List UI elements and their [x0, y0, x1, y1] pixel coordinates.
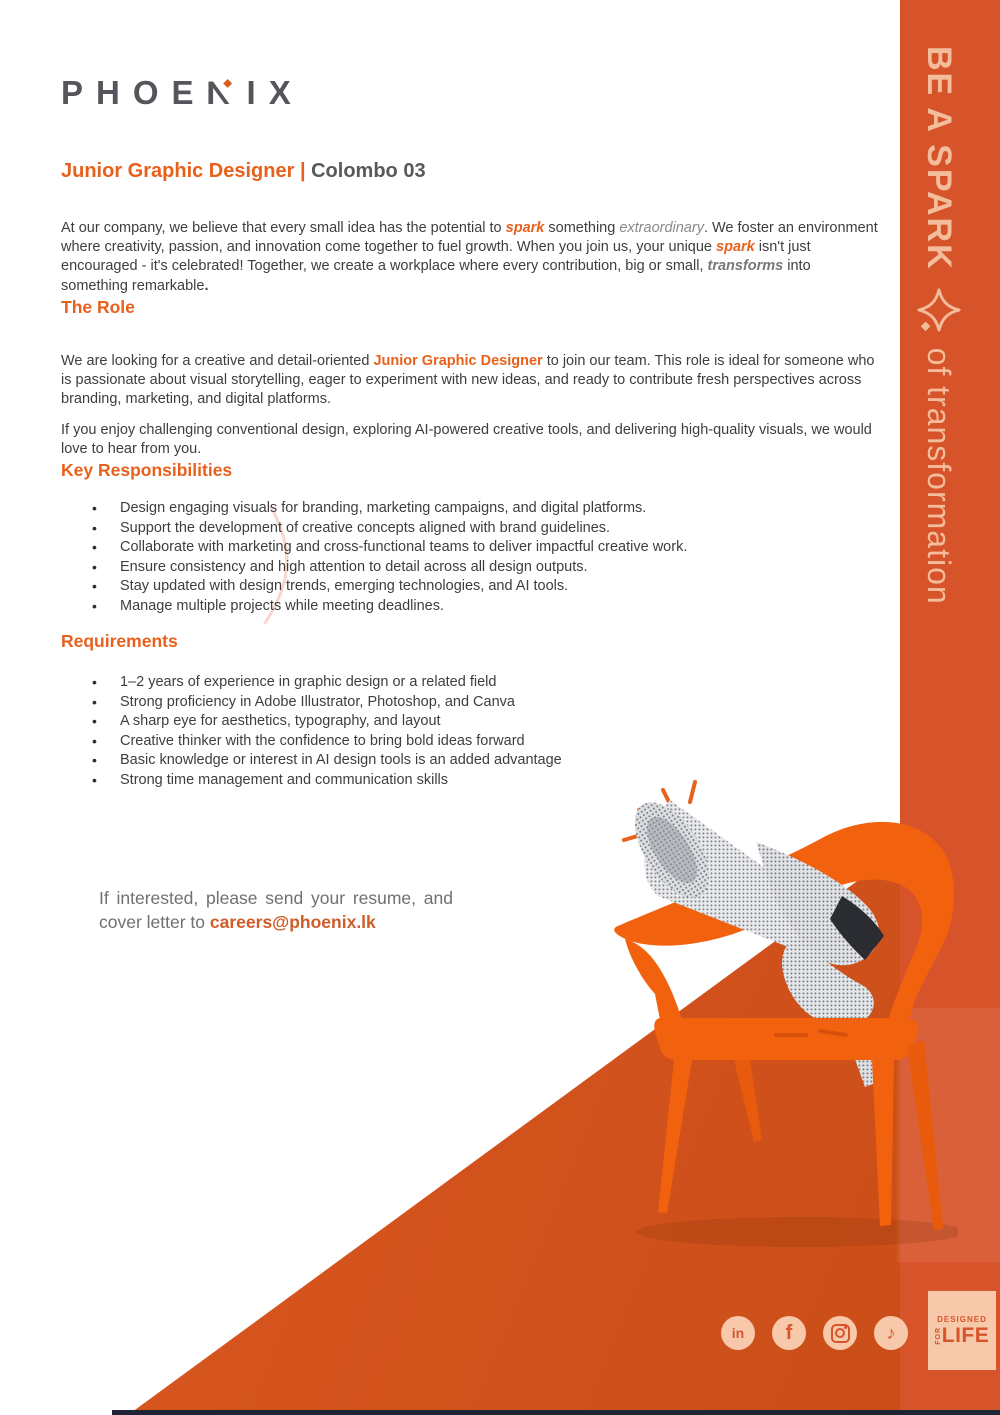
- sparkle-diamond-icon: [916, 287, 962, 333]
- logo-text-prefix: PHOE: [61, 74, 207, 111]
- text-segment: .: [204, 277, 209, 294]
- bullet-item: • Design engaging visuals for branding, marketing campaigns, and digital platforms.: [61, 499, 871, 519]
- instagram-icon[interactable]: [823, 1316, 857, 1350]
- role-paragraph-1: [61, 352, 879, 410]
- slogan-be-a-spark: BE A SPARK: [920, 46, 958, 271]
- slogan-of-transformation: of transformation: [921, 347, 957, 605]
- text-segment: If interested, please send your resume, and cover letter to: [99, 887, 453, 932]
- text-segment: spark: [505, 219, 545, 236]
- diamond-icon: [223, 79, 232, 88]
- text-segment: At our company, we believe that every small idea has the potential to: [61, 219, 506, 236]
- text-segment: Colombo 03: [311, 160, 426, 182]
- chair-seat: [654, 1018, 918, 1060]
- phoenix-logo: [61, 76, 304, 109]
- badge-for: FOR: [934, 1326, 942, 1345]
- bullet-item: • Manage multiple projects while meeting deadlines.: [61, 597, 871, 617]
- page-title: [61, 160, 426, 183]
- text-segment: to join our team. This role is ideal for someone who is passionate about visual storytelling, eager to experiment with new ideas, and ready to contribute fresh perspectives across branding, marketing, and digital platforms.: [61, 352, 875, 408]
- linkedin-glyph: in: [731, 1325, 745, 1341]
- text-segment: isn't just encouraged - it's celebrated! Together, we create a workplace where every contribution, big or small,: [61, 238, 811, 275]
- bullet-item: • A sharp eye for aesthetics, typography, and layout: [61, 712, 871, 732]
- bullet-item: • Ensure consistency and high attention to detail across all design outputs.: [61, 558, 871, 578]
- bullet-item: • Strong time management and communication skills: [61, 771, 871, 791]
- logo-text-suffix: IX: [246, 74, 304, 111]
- tiktok-icon[interactable]: [874, 1316, 908, 1350]
- key-responsibilities-list: [61, 499, 871, 616]
- facebook-glyph: f: [785, 1321, 793, 1344]
- role-paragraph-2: If you enjoy challenging conventional design, exploring AI-powered creative tools, and delivering high-quality visuals, we would love to hear from you.: [61, 421, 872, 457]
- intro-paragraph: [61, 219, 879, 297]
- bullet-item: • Collaborate with marketing and cross-functional teams to deliver impactful creative work.: [61, 538, 871, 558]
- section-heading-requirements: Requirements: [61, 631, 178, 651]
- text-segment: extraordinary: [619, 219, 704, 236]
- bullet-item: • Creative thinker with the confidence to bring bold ideas forward: [61, 732, 871, 752]
- chair-left-armrest: [625, 939, 685, 1030]
- email-link[interactable]: careers@phoenix.lk: [209, 912, 376, 932]
- bullet-item: • Support the development of creative concepts aligned with brand guidelines.: [61, 519, 871, 539]
- chair-legs: [658, 1040, 943, 1230]
- chair-shadow: [636, 1217, 958, 1247]
- logo-stylized-n: [207, 79, 234, 104]
- text-segment: Junior Graphic Designer: [373, 352, 543, 369]
- badge-designed: DESIGNED: [937, 1315, 987, 1324]
- text-segment: Junior Graphic Designer |: [61, 160, 312, 182]
- seat-slot: [774, 1033, 808, 1037]
- tiktok-glyph: ♪: [886, 1322, 896, 1343]
- requirements-list: [61, 673, 871, 790]
- chair-right-armrest: [885, 946, 933, 1030]
- contact-text: [99, 886, 453, 935]
- text-segment: something: [544, 219, 620, 236]
- section-heading-key-responsibilities: Key Responsibilities: [61, 460, 233, 480]
- text-segment: spark: [716, 238, 755, 255]
- text-segment: We are looking for a creative and detail-oriented: [61, 352, 374, 369]
- badge-life: LIFE: [941, 1324, 990, 1347]
- bullet-item: • 1–2 years of experience in graphic design or a related field: [61, 673, 871, 693]
- instagram-glyph: [831, 1324, 850, 1343]
- bullet-item: • Strong proficiency in Adobe Illustrator, Photoshop, and Canva: [61, 693, 871, 713]
- bullet-item: • Basic knowledge or interest in AI design tools is an added advantage: [61, 751, 871, 771]
- text-segment: . We foster an environment where creativity, passion, and innovation come together to fuel growth. When you join us, your unique: [61, 219, 878, 255]
- linkedin-icon[interactable]: [721, 1316, 755, 1350]
- sidebar-slogan: [916, 46, 962, 706]
- social-icons-row: [721, 1316, 908, 1350]
- designed-for-life-badge: [928, 1291, 996, 1370]
- bullet-item: • Stay updated with design trends, emerging technologies, and AI tools.: [61, 577, 871, 597]
- bottom-navy-bar: [112, 1410, 1000, 1415]
- chair-megaphone-artwork: [606, 780, 958, 1258]
- text-segment: into something remarkable: [61, 258, 811, 294]
- facebook-icon[interactable]: [772, 1316, 806, 1350]
- section-heading-the-role: The Role: [61, 297, 135, 317]
- text-segment: transforms: [707, 258, 784, 275]
